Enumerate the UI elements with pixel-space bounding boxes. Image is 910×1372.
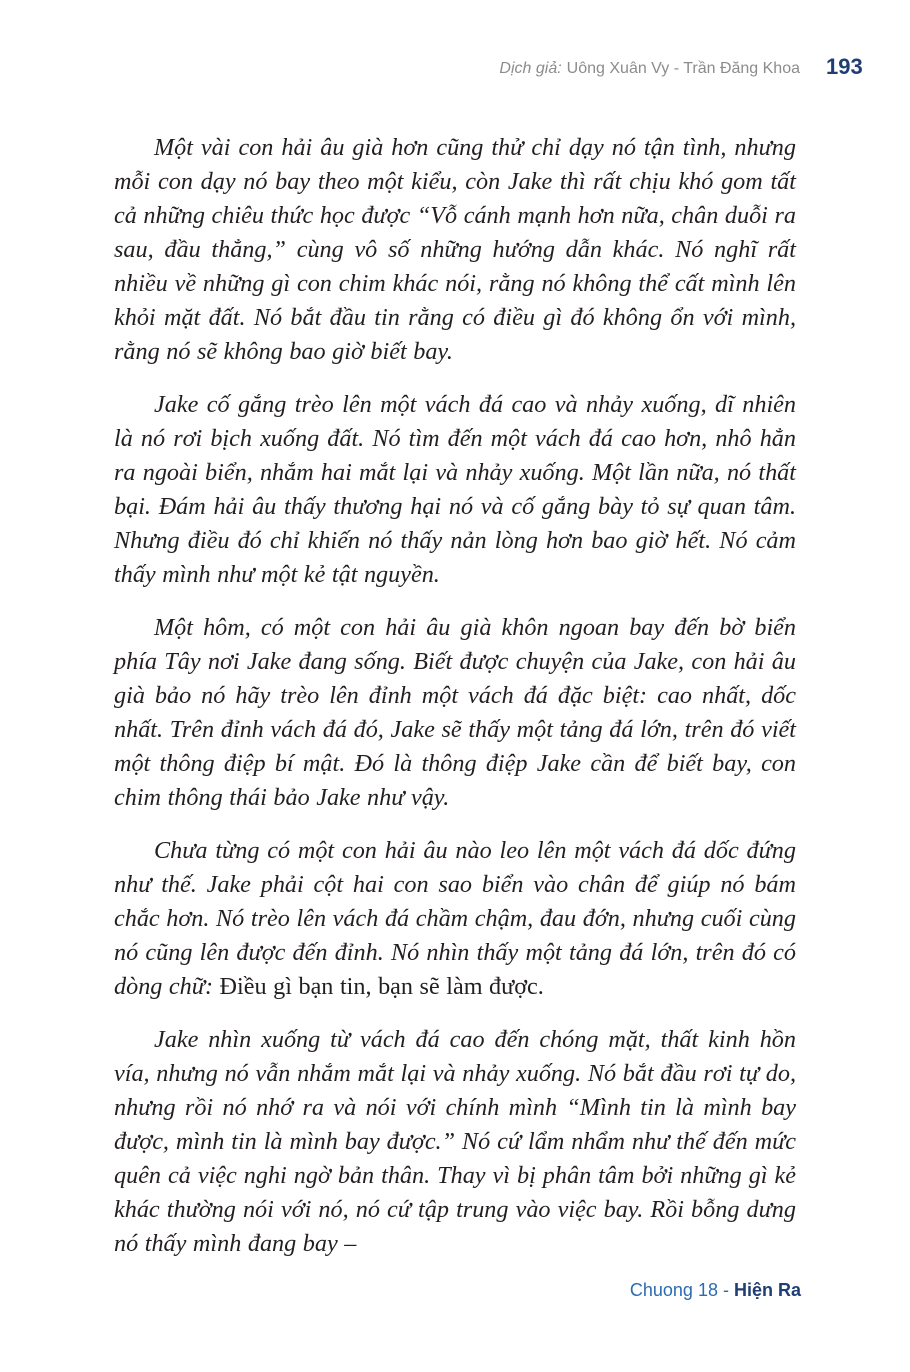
- page-number: 193: [826, 54, 863, 79]
- paragraph-5: Jake nhìn xuống từ vách đá cao đến chóng mặt, thất kinh hồn vía, nhưng nó vẫn nhắm mắt lại và nhảy xuống. Nó bắt đầu rơi tự do, nhưng rồi nó nhớ ra và nói với chính mình “Mình tin là mình bay được, mình tin là mình bay được.” Nó cứ lẩm nhẩm như thế đến mức quên cả việc nghi ngờ bản thân. Thay vì bị phân tâm bởi những gì kẻ khác thường nói với nó, nó cứ tập trung vào việc bay. Rồi bỗng dưng nó thấy mình đang bay –: [114, 1026, 796, 1257]
- paragraph-4-text: Chưa từng có một con hải âu nào leo lên một vách đá dốc đứng như thế. Jake phải cột hai con sao biển vào chân để giúp nó bám chắc hơn. Nó trèo lên vách đá chầm chậm, đau đớn, nhưng cuối cùng nó cũng lên được đến đỉnh. Nó nhìn thấy một tảng đá lớn, trên đó có dòng chữ:: [114, 837, 796, 1000]
- translator-label: Dịch giả:: [499, 60, 562, 77]
- paragraph-3: Một hôm, có một con hải âu già khôn ngoan bay đến bờ biển phía Tây nơi Jake đang sống. Biết được chuyện của Jake, con hải âu già bảo nó hãy trèo lên đỉnh một vách đá đặc biệt: cao nhất, dốc nhất. Trên đỉnh vách đá đó, Jake sẽ thấy một tảng đá lớn, trên đó viết một thông điệp bí mật. Đó là thông điệp Jake cần để biết bay, con chim thông thái bảo Jake như vậy.: [114, 614, 796, 811]
- running-header: [499, 54, 863, 79]
- footer-separator: -: [722, 1280, 729, 1300]
- chapter-number: Chuong 18: [629, 1280, 718, 1300]
- body-text: [114, 131, 796, 1280]
- chapter-title: Hiện Ra: [733, 1280, 801, 1300]
- translator-names: Uông Xuân Vy - Trần Đăng Khoa: [566, 60, 800, 77]
- paragraph-2: Jake cố gắng trèo lên một vách đá cao và nhảy xuống, dĩ nhiên là nó rơi bịch xuống đất. Nó tìm đến một vách đá cao hơn, nhô hẳn ra ngoài biển, nhắm hai mắt lại và nhảy xuống. Một lần nữa, nó thất bại. Đám hải âu thấy thương hại nó và cố gắng bày tỏ sự quan tâm. Nhưng điều đó chỉ khiến nó thấy nản lòng hơn bao giờ hết. Nó cảm thấy mình như một kẻ tật nguyền.: [114, 391, 796, 588]
- running-footer: [630, 1280, 801, 1301]
- paragraph-4: [114, 834, 796, 1004]
- paragraph-1: Một vài con hải âu già hơn cũng thử chỉ dạy nó tận tình, nhưng mỗi con dạy nó bay theo một kiểu, còn Jake thì rất chịu khó gom tất cả những chiêu thức học được “Vỗ cánh mạnh hơn nữa, chân duỗi ra sau, đầu thẳng,” cùng vô số những hướng dẫn khác. Nó nghĩ rất nhiều về những gì con chim khác nói, rằng nó không thể cất mình lên khỏi mặt đất. Nó bắt đầu tin rằng có điều gì đó không ổn với mình, rằng nó sẽ không bao giờ biết bay.: [114, 134, 796, 365]
- stone-message: Điều gì bạn tin, bạn sẽ làm được.: [219, 973, 544, 1000]
